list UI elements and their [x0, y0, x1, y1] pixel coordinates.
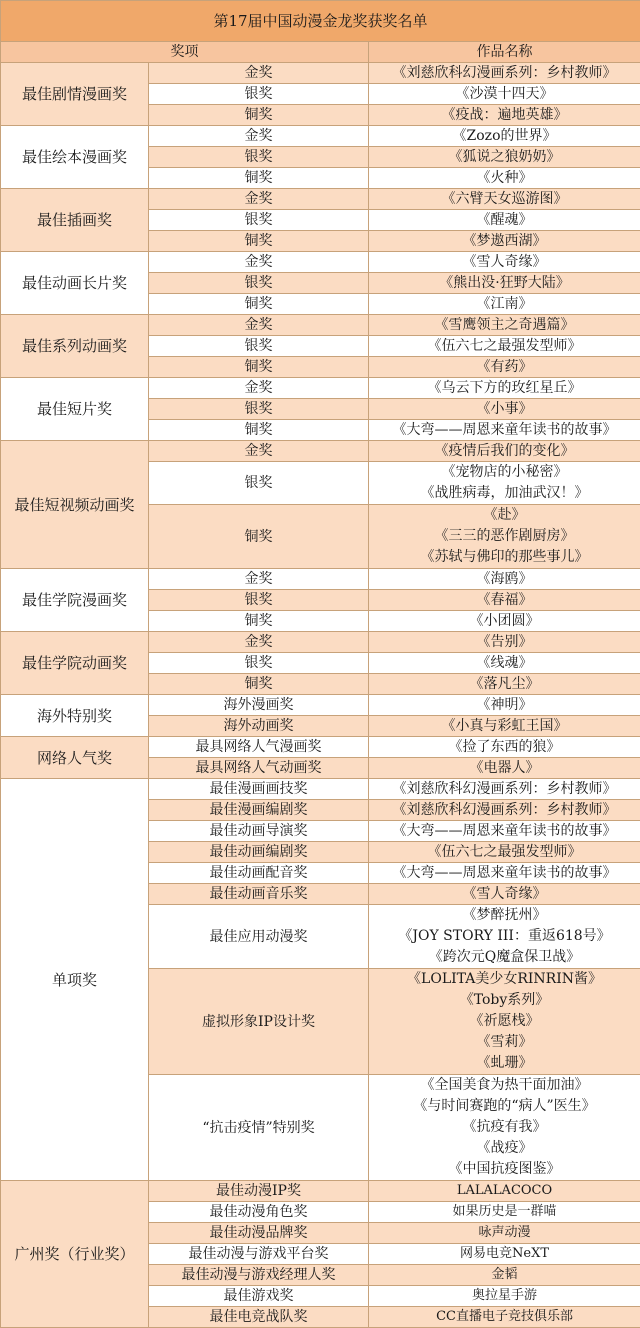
work-name: [369, 905, 640, 969]
table-row: [1, 315, 640, 336]
work-name: LALALACOCO: [369, 1181, 640, 1202]
work-name: 《小事》: [369, 399, 640, 420]
award-name: 最佳动漫品牌奖: [149, 1223, 369, 1244]
medal-silver: 银奖: [149, 210, 369, 231]
award-name: 最佳动漫角色奖: [149, 1202, 369, 1223]
medal-gold: 金奖: [149, 126, 369, 147]
medal-silver: 银奖: [149, 399, 369, 420]
category-name: 最佳系列动画奖: [1, 315, 149, 378]
award-name: 最佳游戏奖: [149, 1286, 369, 1307]
work-name: 《伍六七之最强发型师》: [369, 842, 640, 863]
work-name: 《海鸥》: [369, 569, 640, 590]
work-name: 金韬: [369, 1265, 640, 1286]
medal-gold: 金奖: [149, 632, 369, 653]
medal-silver: 银奖: [149, 273, 369, 294]
medal-silver: 银奖: [149, 462, 369, 505]
work-name: 咏声动漫: [369, 1223, 640, 1244]
work-name: 《刘慈欣科幻漫画系列：乡村教师》: [369, 779, 640, 800]
work-name: 《雪人奇缘》: [369, 252, 640, 273]
work-title: 《与时间赛跑的“病人”医生》: [371, 1096, 638, 1117]
table-row: [1, 737, 640, 758]
medal-gold: 金奖: [149, 189, 369, 210]
work-name: [369, 462, 640, 505]
work-name: 《小团圆》: [369, 611, 640, 632]
title-row: [1, 1, 640, 42]
award-name: 最佳动漫与游戏平台奖: [149, 1244, 369, 1265]
work-name: 《伍六七之最强发型师》: [369, 336, 640, 357]
award-name: 最佳应用动漫奖: [149, 905, 369, 969]
table-row: [1, 632, 640, 653]
work-title: 《中国抗疫图鉴》: [371, 1159, 638, 1180]
work-name: 《大弯——周恩来童年读书的故事》: [369, 821, 640, 842]
work-name: 《沙漠十四天》: [369, 84, 640, 105]
award-name: 最佳动漫IP奖: [149, 1181, 369, 1202]
work-name: 《狐说之狼奶奶》: [369, 147, 640, 168]
award-name: 最佳电竞战队奖: [149, 1307, 369, 1328]
table-row: [1, 126, 640, 147]
work-title: 《梦醉抚州》: [371, 905, 638, 926]
award-name: 最佳动画配音奖: [149, 863, 369, 884]
award-name: 最具网络人气漫画奖: [149, 737, 369, 758]
table-row: [1, 441, 640, 462]
table-row: [1, 189, 640, 210]
work-title: 《JOY STORY III：重返618号》: [371, 926, 638, 947]
work-title: 《抗疫有我》: [371, 1117, 638, 1138]
work-title: 《祈愿栈》: [371, 1011, 638, 1032]
work-name: 《梦遨西湖》: [369, 231, 640, 252]
work-title: 《Toby系列》: [371, 990, 638, 1011]
work-name: 《雪鹰领主之奇遇篇》: [369, 315, 640, 336]
work-title: 《三三的恶作剧厨房》: [371, 526, 638, 547]
table-row: [1, 695, 640, 716]
medal-bronze: 铜奖: [149, 168, 369, 189]
category-name: 最佳学院漫画奖: [1, 569, 149, 632]
category-name: 最佳短片奖: [1, 378, 149, 441]
work-name: 《江南》: [369, 294, 640, 315]
award-name: 海外动画奖: [149, 716, 369, 737]
medal-silver: 银奖: [149, 147, 369, 168]
medal-bronze: 铜奖: [149, 105, 369, 126]
work-title: 《战疫》: [371, 1138, 638, 1159]
work-name: [369, 969, 640, 1075]
work-name: 《告别》: [369, 632, 640, 653]
award-name: 最佳动画编剧奖: [149, 842, 369, 863]
work-name: 《捡了东西的狼》: [369, 737, 640, 758]
award-name: 虚拟形象IP设计奖: [149, 969, 369, 1075]
category-name: 广州奖（行业奖）: [1, 1181, 149, 1328]
work-name: 《线魂》: [369, 653, 640, 674]
work-title: 《跨次元Q魔盒保卫战》: [371, 947, 638, 968]
award-name: 最佳漫画画技奖: [149, 779, 369, 800]
work-title: 《宠物店的小秘密》: [371, 462, 638, 483]
category-name: 最佳动画长片奖: [1, 252, 149, 315]
work-title: 《战胜病毒，加油武汉！》: [371, 483, 638, 504]
table-row: [1, 779, 640, 800]
work-name: 《神明》: [369, 695, 640, 716]
table-row: [1, 63, 640, 84]
table-row: [1, 569, 640, 590]
category-name: 最佳学院动画奖: [1, 632, 149, 695]
work-title: 《LOLITA美少女RINRIN酱》: [371, 969, 638, 990]
work-name: 奥拉星手游: [369, 1286, 640, 1307]
work-name: 《有药》: [369, 357, 640, 378]
work-name: 《乌云下方的玫红星丘》: [369, 378, 640, 399]
medal-gold: 金奖: [149, 252, 369, 273]
award-name: 最具网络人气动画奖: [149, 758, 369, 779]
table-row: [1, 1181, 640, 1202]
work-name: 《醒魂》: [369, 210, 640, 231]
category-name: 网络人气奖: [1, 737, 149, 779]
medal-gold: 金奖: [149, 378, 369, 399]
category-name: 最佳插画奖: [1, 189, 149, 252]
category-name: 最佳短视频动画奖: [1, 441, 149, 569]
work-name: 《刘慈欣科幻漫画系列：乡村教师》: [369, 63, 640, 84]
work-name: 《小真与彩虹王国》: [369, 716, 640, 737]
medal-silver: 银奖: [149, 653, 369, 674]
work-name: 《春福》: [369, 590, 640, 611]
work-name: 《熊出没·狂野大陆》: [369, 273, 640, 294]
work-name: [369, 1075, 640, 1181]
medal-bronze: 铜奖: [149, 231, 369, 252]
work-name: 《疫情后我们的变化》: [369, 441, 640, 462]
award-name: 最佳漫画编剧奖: [149, 800, 369, 821]
work-name: 《电器人》: [369, 758, 640, 779]
medal-gold: 金奖: [149, 315, 369, 336]
award-name: 最佳动漫与游戏经理人奖: [149, 1265, 369, 1286]
work-title: 《雪莉》: [371, 1032, 638, 1053]
work-name: 《火种》: [369, 168, 640, 189]
table-row: [1, 378, 640, 399]
work-name: 《Zozo的世界》: [369, 126, 640, 147]
category-name: 最佳剧情漫画奖: [1, 63, 149, 126]
work-title: 《赴》: [371, 505, 638, 526]
work-name: 《大弯——周恩来童年读书的故事》: [369, 863, 640, 884]
award-name: “抗击疫情”特别奖: [149, 1075, 369, 1181]
medal-gold: 金奖: [149, 63, 369, 84]
work-name: 《大弯——周恩来童年读书的故事》: [369, 420, 640, 441]
table-row: [1, 252, 640, 273]
work-name: [369, 505, 640, 569]
medal-silver: 银奖: [149, 336, 369, 357]
table-title: 第17届中国动漫金龙奖获奖名单: [1, 1, 640, 42]
work-name: CC直播电子竞技俱乐部: [369, 1307, 640, 1328]
work-title: 《苏轼与佛印的那些事儿》: [371, 547, 638, 568]
medal-gold: 金奖: [149, 569, 369, 590]
header-award: 奖项: [1, 42, 369, 63]
medal-bronze: 铜奖: [149, 357, 369, 378]
work-name: 《疫战：遍地英雄》: [369, 105, 640, 126]
work-name: 网易电竞NeXT: [369, 1244, 640, 1265]
medal-gold: 金奖: [149, 441, 369, 462]
work-name: 《落凡尘》: [369, 674, 640, 695]
header-work: 作品名称: [369, 42, 640, 63]
medal-silver: 银奖: [149, 84, 369, 105]
work-name: 《六臂天女巡游图》: [369, 189, 640, 210]
work-name: 《刘慈欣科幻漫画系列：乡村教师》: [369, 800, 640, 821]
medal-bronze: 铜奖: [149, 420, 369, 441]
medal-bronze: 铜奖: [149, 294, 369, 315]
work-title: 《全国美食为热干面加油》: [371, 1075, 638, 1096]
medal-silver: 银奖: [149, 590, 369, 611]
medal-bronze: 铜奖: [149, 674, 369, 695]
award-name: 最佳动画音乐奖: [149, 884, 369, 905]
category-name: 海外特别奖: [1, 695, 149, 737]
header-row: [1, 42, 640, 63]
category-name: 最佳绘本漫画奖: [1, 126, 149, 189]
award-name: 最佳动画导演奖: [149, 821, 369, 842]
work-title: 《虬珊》: [371, 1053, 638, 1074]
work-name: 《雪人奇缘》: [369, 884, 640, 905]
category-name: 单项奖: [1, 779, 149, 1181]
medal-bronze: 铜奖: [149, 611, 369, 632]
medal-bronze: 铜奖: [149, 505, 369, 569]
work-name: 如果历史是一群喵: [369, 1202, 640, 1223]
award-name: 海外漫画奖: [149, 695, 369, 716]
